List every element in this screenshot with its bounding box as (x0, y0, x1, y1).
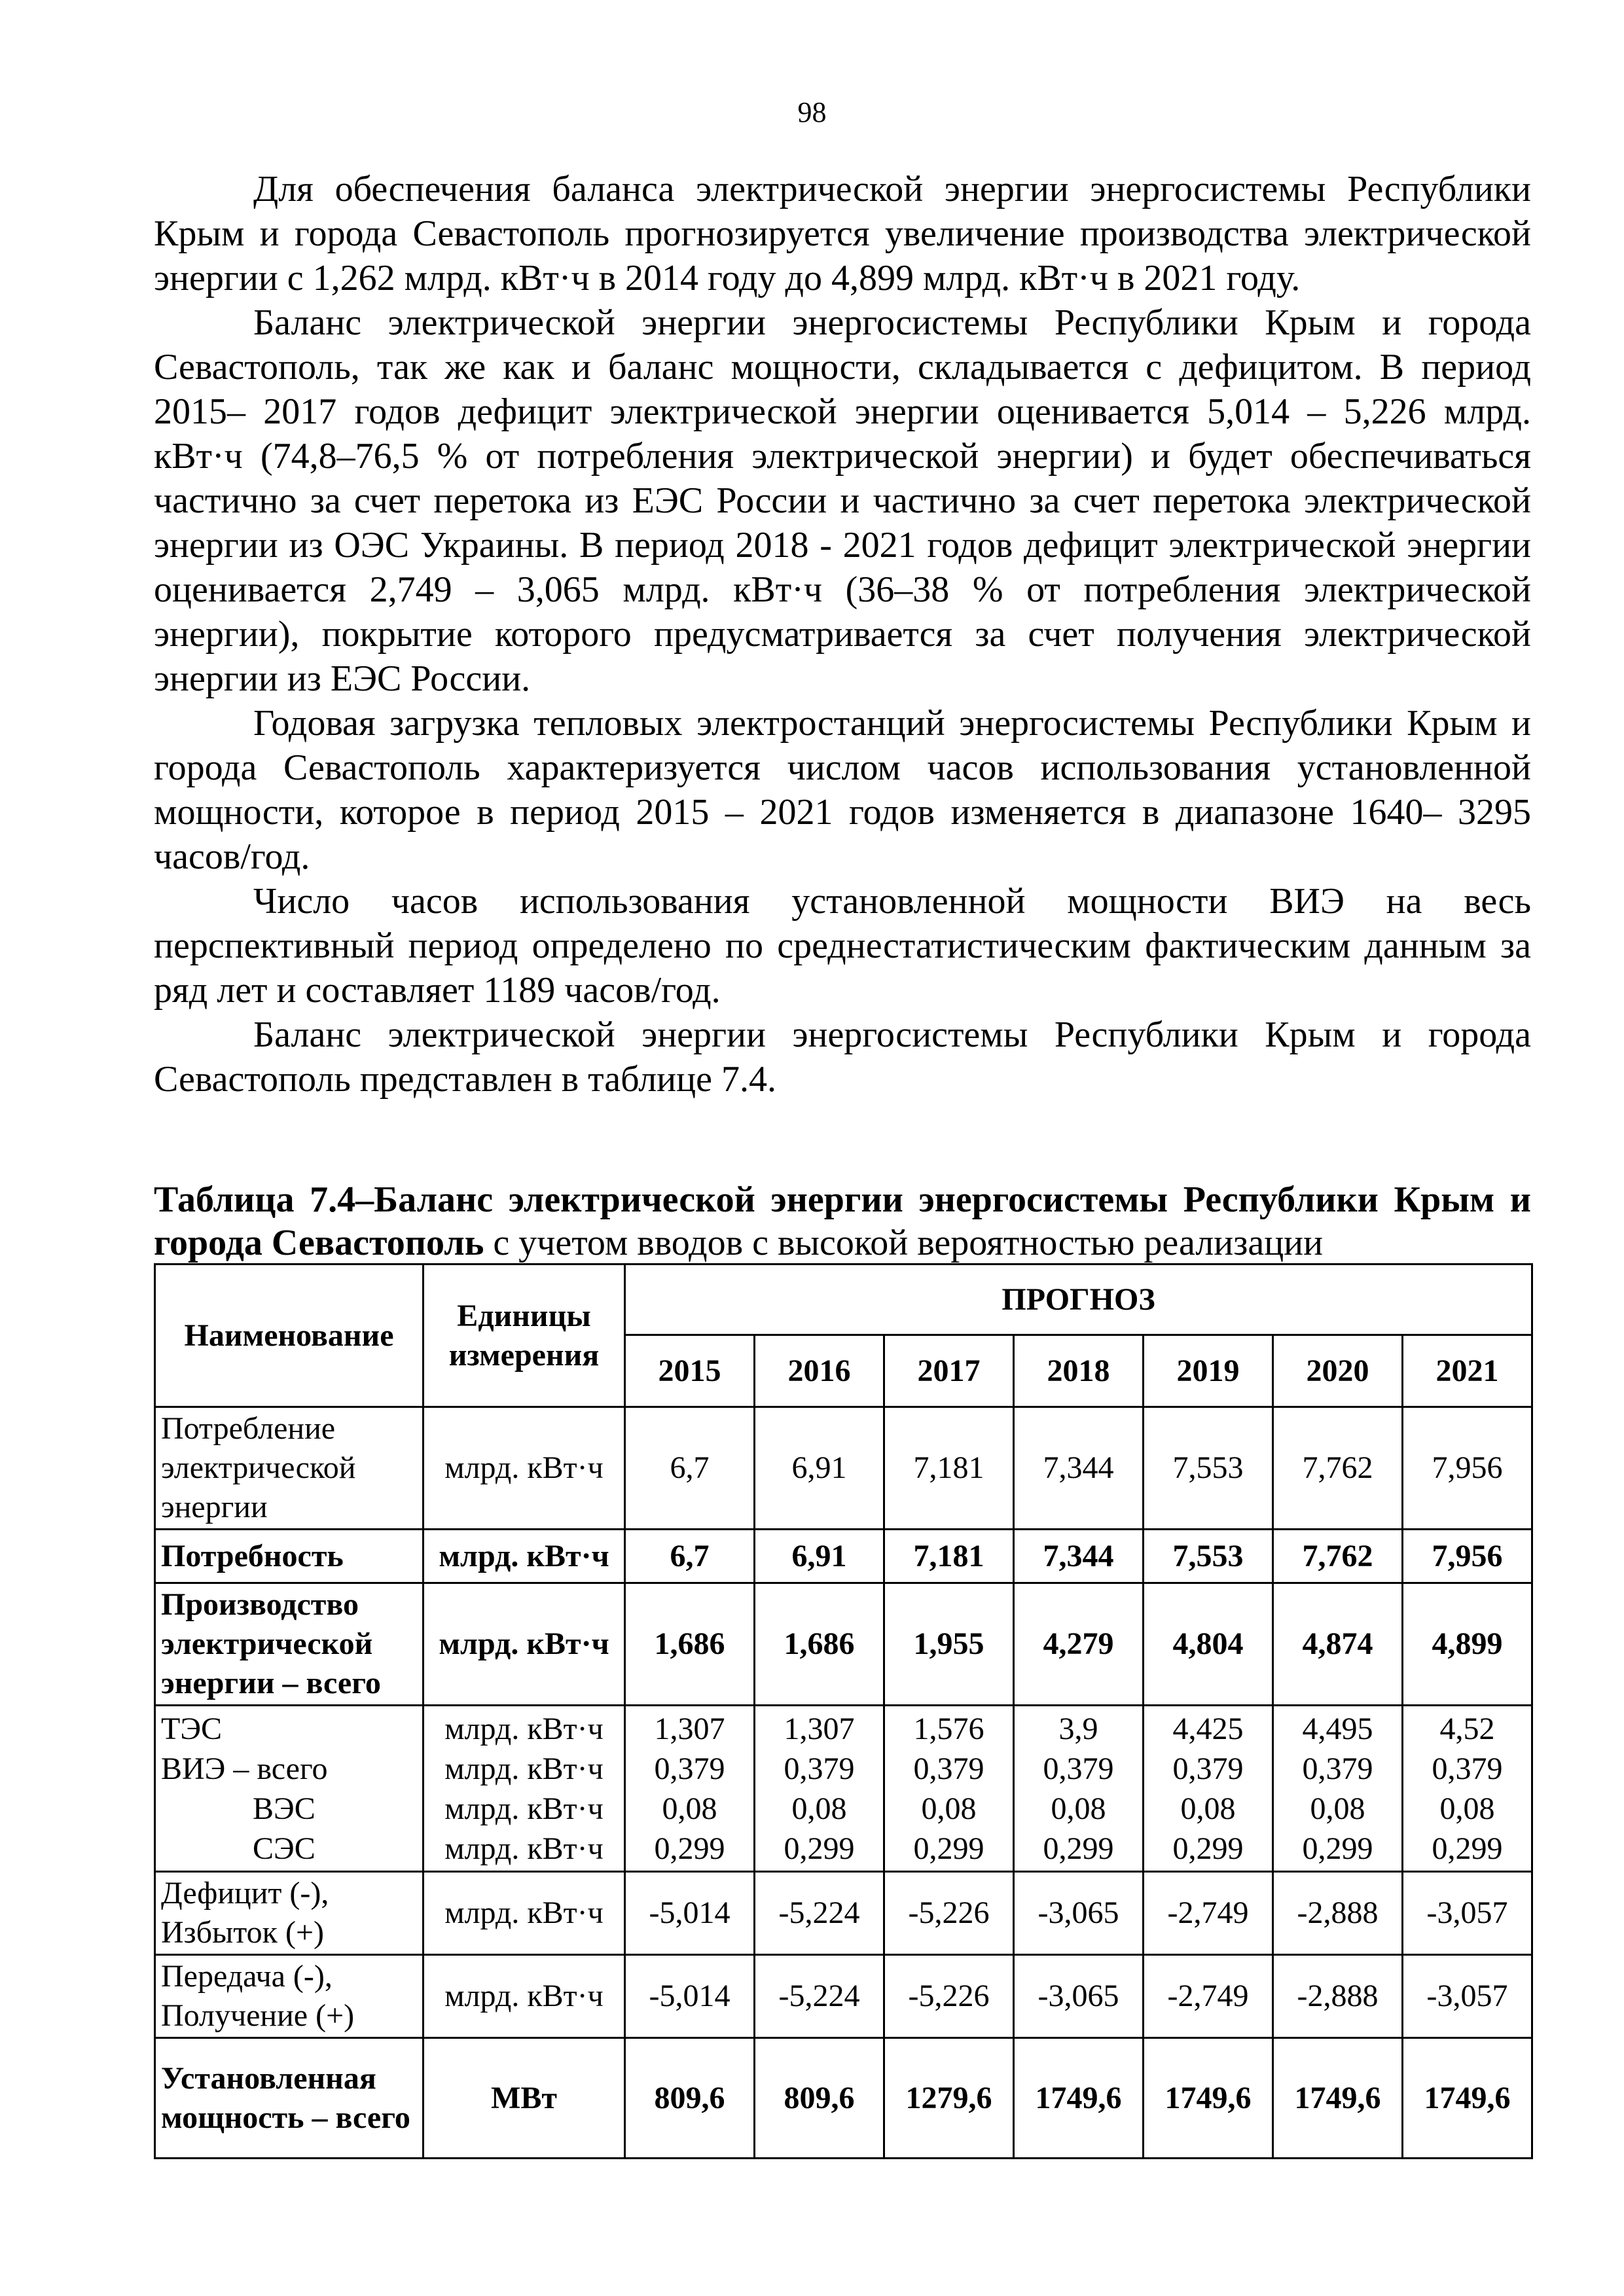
table-row (155, 1872, 1532, 1955)
table-caption-bold: Таблица 7.4–Баланс электрической энергии энергосистемы Республики Крым и города Севастополь (154, 1179, 1531, 1263)
row-name: Установленная мощность – всего (155, 2038, 424, 2159)
paragraph-5: Баланс электрической энергии энергосистемы Республики Крым и города Севастополь представлен в таблице 7.4. (154, 1014, 1531, 1100)
cell-value: 0,08 (921, 1791, 977, 1826)
row-unit: млрд. кВт·ч (424, 1955, 625, 2038)
cell-value: 1279,6 (884, 2038, 1014, 2159)
cell-value: 4,425 (1172, 1711, 1244, 1746)
cell-value: -3,057 (1403, 1872, 1532, 1955)
cell-value: 1,955 (884, 1583, 1014, 1706)
cell-value: 0,08 (1180, 1791, 1236, 1826)
paragraph-2: Баланс электрической энергии энергосистемы Республики Крым и города Севастополь, так же как и баланс мощности, складывается с дефицитом. В период 2015– 2017 годов дефицит электрической энергии оценивается 5,014 – 5,226 млрд. кВт·ч (74,8–76,5 % от потребления электрической энергии) и будет обеспечиваться частично за счет перетока из ЕЭС России и частично за счет перетока электрической энергии из ОЭС Украины. В период 2018 - 2021 годов дефицит электрической энергии оценивается 2,749 – 3,065 млрд. кВт·ч (36–38 % от потребления электрической энергии), покрытие которого предусматривается за счет получения электрической энергии из ЕЭС России. (154, 302, 1531, 699)
cell-value: 0,08 (791, 1791, 847, 1826)
row-unit: млрд. кВт·ч (444, 1751, 604, 1786)
paragraph-4: Число часов использования установленной мощности ВИЭ на весь перспективный период определено по среднестатистическим фактическим данным за ряд лет и составляет 1189 часов/год. (154, 881, 1531, 1011)
row-name: ВИЭ – всего (161, 1751, 328, 1786)
cell-value: 1749,6 (1144, 2038, 1273, 2159)
row-unit: млрд. кВт·ч (424, 1583, 625, 1706)
cell-value: 4,899 (1403, 1583, 1532, 1706)
cell-value: 0,379 (913, 1751, 984, 1786)
cell-value: -5,224 (755, 1955, 884, 2038)
cell-value: 6,7 (625, 1530, 755, 1583)
cell-value: 7,553 (1144, 1407, 1273, 1530)
row-unit: млрд. кВт·ч (444, 1711, 604, 1746)
row-name: Потребность (155, 1530, 424, 1583)
header-forecast: ПРОГНОЗ (625, 1265, 1532, 1335)
cell-value: 6,7 (625, 1407, 755, 1530)
cell-value: 0,379 (1432, 1751, 1503, 1786)
body-text (154, 167, 1531, 1102)
cell-value: 4,52 (1439, 1711, 1495, 1746)
sub-rows-values-2021 (1403, 1706, 1532, 1872)
table-row (155, 1530, 1532, 1583)
year-header: 2017 (884, 1335, 1014, 1407)
paragraph-1: Для обеспечения баланса электрической энергии энергосистемы Республики Крым и города Севастополь прогнозируется увеличение производства электрической энергии с 1,262 млрд. кВт·ч в 2014 году до 4,899 млрд. кВт·ч в 2021 году. (154, 169, 1531, 298)
cell-value: 0,299 (1302, 1831, 1373, 1866)
sub-rows-names (155, 1706, 424, 1872)
sub-rows-values-2017 (884, 1706, 1014, 1872)
table-row (155, 1583, 1532, 1706)
table-row (155, 2038, 1532, 2159)
row-unit: млрд. кВт·ч (424, 1407, 625, 1530)
cell-value: 0,299 (913, 1831, 984, 1866)
table-row (155, 1407, 1532, 1530)
cell-value: -2,749 (1144, 1955, 1273, 2038)
year-header: 2021 (1403, 1335, 1532, 1407)
row-name: ТЭС (161, 1711, 223, 1746)
cell-value: -3,065 (1014, 1955, 1144, 2038)
cell-value: 7,181 (884, 1407, 1014, 1530)
cell-value: 0,299 (1432, 1831, 1503, 1866)
sub-rows-values-2020 (1273, 1706, 1403, 1872)
cell-value: 7,956 (1403, 1530, 1532, 1583)
cell-value: 1,576 (913, 1711, 984, 1746)
cell-value: 7,344 (1014, 1530, 1144, 1583)
cell-value: -5,224 (755, 1872, 884, 1955)
cell-value: 0,379 (1172, 1751, 1244, 1786)
cell-value: 1749,6 (1273, 2038, 1403, 2159)
cell-value: 7,762 (1273, 1407, 1403, 1530)
balance-table (154, 1263, 1533, 2159)
sub-rows-values-2015 (625, 1706, 755, 1872)
cell-value: 809,6 (755, 2038, 884, 2159)
cell-value: -2,888 (1273, 1872, 1403, 1955)
cell-value: -2,749 (1144, 1872, 1273, 1955)
cell-value: -2,888 (1273, 1955, 1403, 2038)
cell-value: -5,014 (625, 1955, 755, 2038)
cell-value: 6,91 (755, 1407, 884, 1530)
page-number: 98 (797, 96, 827, 128)
cell-value: 0,379 (1043, 1751, 1114, 1786)
row-unit: млрд. кВт·ч (444, 1791, 604, 1826)
header-unit: Единицы измерения (424, 1265, 625, 1407)
cell-value: 7,181 (884, 1530, 1014, 1583)
cell-value: 0,379 (654, 1751, 725, 1786)
paragraph-3: Годовая загрузка тепловых электростанций энергосистемы Республики Крым и города Севастополь характеризуется числом часов использования установленной мощности, которое в период 2015 – 2021 годов изменяется в диапазоне 1640– 3295 часов/год. (154, 703, 1531, 877)
cell-value: 7,553 (1144, 1530, 1273, 1583)
year-header: 2019 (1144, 1335, 1273, 1407)
header-name: Наименование (155, 1265, 424, 1407)
year-header: 2020 (1273, 1335, 1403, 1407)
table-row (155, 1706, 1532, 1872)
cell-value: 3,9 (1058, 1711, 1098, 1746)
cell-value: 0,08 (1439, 1791, 1495, 1826)
cell-value: 809,6 (625, 2038, 755, 2159)
cell-value: 7,956 (1403, 1407, 1532, 1530)
cell-value: 7,762 (1273, 1530, 1403, 1583)
cell-value: 1,686 (755, 1583, 884, 1706)
table-caption-normal: с учетом вводов с высокой вероятностью реализации (484, 1223, 1324, 1263)
cell-value: -5,226 (884, 1955, 1014, 2038)
cell-value: 1749,6 (1014, 2038, 1144, 2159)
row-unit: млрд. кВт·ч (424, 1530, 625, 1583)
cell-value: 0,299 (654, 1831, 725, 1866)
sub-rows-values-2019 (1144, 1706, 1273, 1872)
row-name: ВЭС (253, 1791, 316, 1826)
cell-value: 0,299 (1043, 1831, 1114, 1866)
row-name: СЭС (253, 1831, 316, 1866)
cell-value: 4,279 (1014, 1583, 1144, 1706)
cell-value: 1,307 (784, 1711, 855, 1746)
cell-value: -3,065 (1014, 1872, 1144, 1955)
year-header: 2016 (755, 1335, 884, 1407)
cell-value: 0,08 (1051, 1791, 1106, 1826)
cell-value: 6,91 (755, 1530, 884, 1583)
row-name: Потребление электрической энергии (155, 1407, 424, 1530)
year-header: 2018 (1014, 1335, 1144, 1407)
table-row (155, 1955, 1532, 2038)
sub-rows-values-2018 (1014, 1706, 1144, 1872)
cell-value: 7,344 (1014, 1407, 1144, 1530)
cell-value: -3,057 (1403, 1955, 1532, 2038)
cell-value: 0,08 (1310, 1791, 1365, 1826)
cell-value: 0,379 (1302, 1751, 1373, 1786)
cell-value: 1749,6 (1403, 2038, 1532, 2159)
sub-rows-values-2016 (755, 1706, 884, 1872)
cell-value: 0,08 (662, 1791, 717, 1826)
cell-value: 0,299 (1172, 1831, 1244, 1866)
row-unit: млрд. кВт·ч (444, 1831, 604, 1866)
row-unit: млрд. кВт·ч (424, 1872, 625, 1955)
cell-value: 1,686 (625, 1583, 755, 1706)
row-name: Производство электрической энергии – всего (155, 1583, 424, 1706)
cell-value: 1,307 (654, 1711, 725, 1746)
sub-rows-units (424, 1706, 625, 1872)
cell-value: 0,379 (784, 1751, 855, 1786)
cell-value: 0,299 (784, 1831, 855, 1866)
year-header: 2015 (625, 1335, 755, 1407)
table-caption (154, 1178, 1531, 1265)
cell-value: 4,874 (1273, 1583, 1403, 1706)
cell-value: -5,014 (625, 1872, 755, 1955)
cell-value: 4,495 (1302, 1711, 1373, 1746)
cell-value: -5,226 (884, 1872, 1014, 1955)
row-name: Дефицит (-), Избыток (+) (155, 1872, 424, 1955)
row-name: Передача (-), Получение (+) (155, 1955, 424, 2038)
cell-value: 4,804 (1144, 1583, 1273, 1706)
row-unit: МВт (424, 2038, 625, 2159)
